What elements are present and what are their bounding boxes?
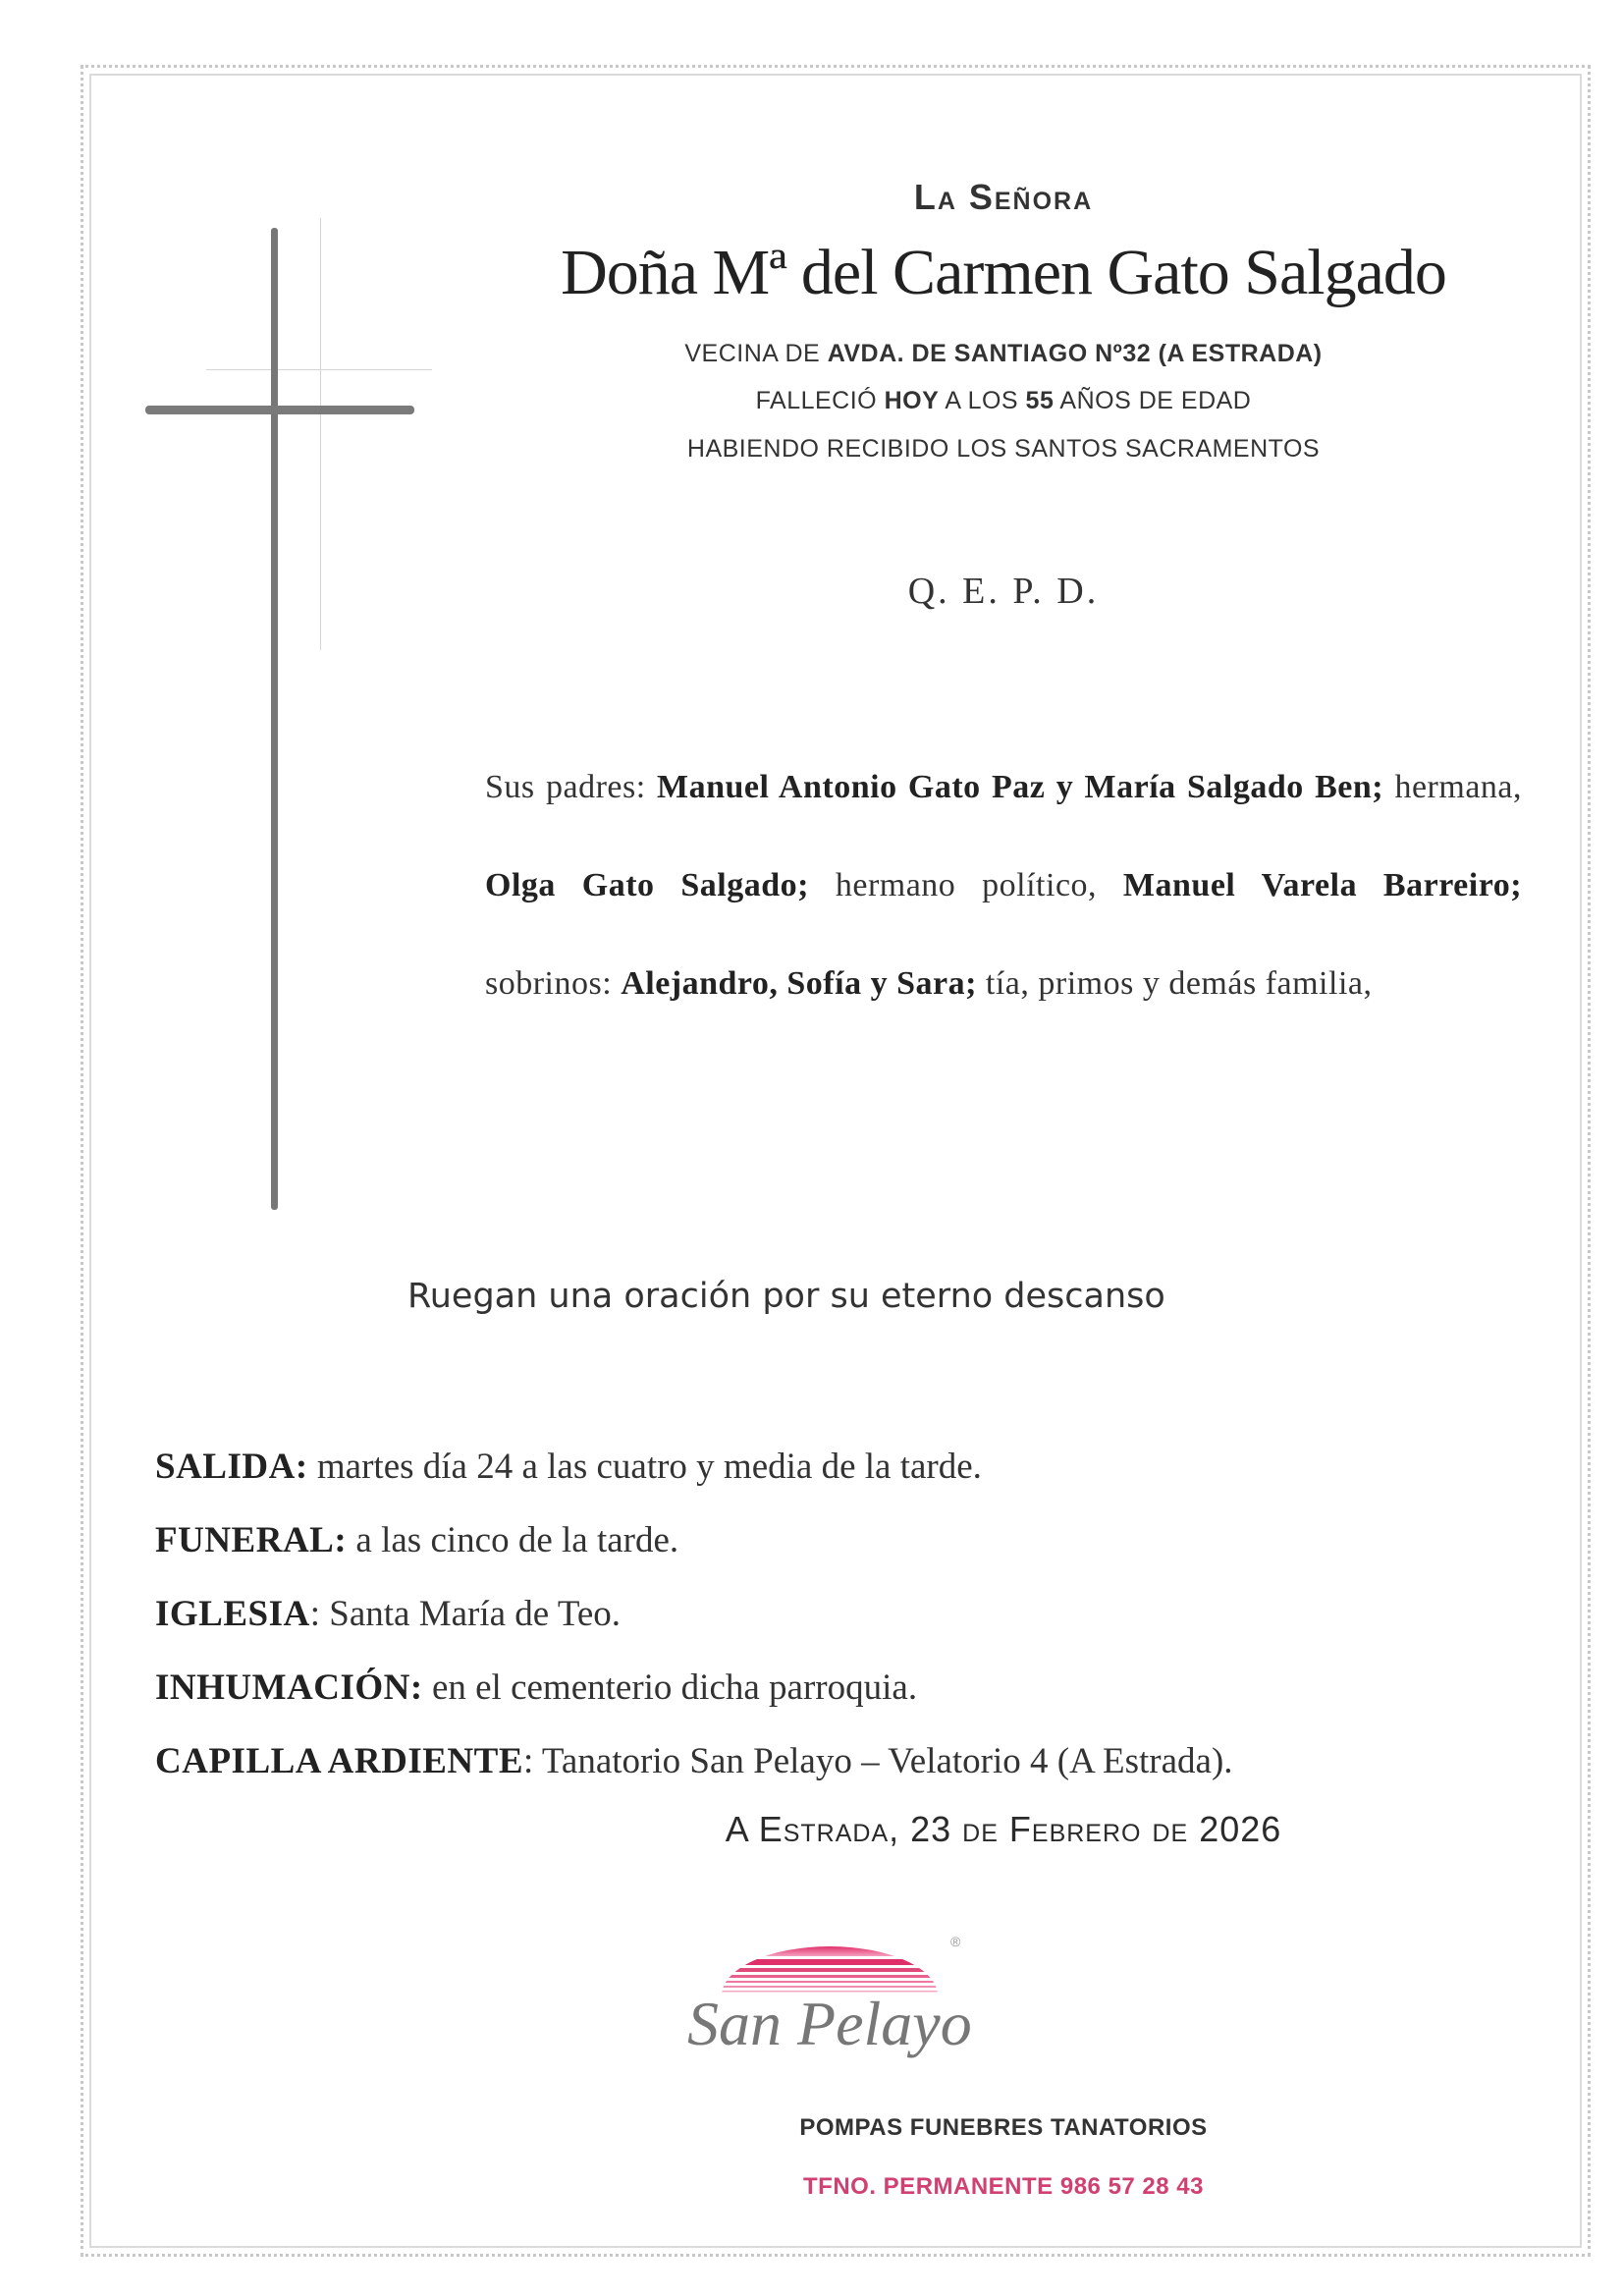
qepd: Q. E. P. D. [907,571,1100,612]
san-pelayo-logo [668,1927,982,2104]
detail-inhumacion: INHUMACIÓN: en el cementerio dicha parroquia. [155,1667,918,1708]
deceased-name: Doña Mª del Carmen Gato Salgado [561,237,1446,308]
age-line: FALLECIÓ HOY A LOS 55 AÑOS DE EDAD [755,387,1252,414]
place-date: A Estrada, 23 de Febrero de 2026 [725,1809,1282,1849]
sunset-logo-icon [668,1927,982,2104]
detail-salida: SALIDA: martes día 24 a las cuatro y media de la tarde. [155,1447,982,1487]
company-tagline: POMPAS FUNEBRES TANATORIOS [799,2114,1208,2141]
address-line: VECINA DE AVDA. DE SANTIAGO Nº32 (A ESTRADA) [684,340,1323,367]
detail-capilla: CAPILLA ARDIENTE: Tanatorio San Pelayo – Velatorio 4 (A Estrada). [155,1741,1233,1781]
phone-number: TFNO. PERMANENTE 986 57 28 43 [803,2173,1204,2200]
detail-funeral: FUNERAL: a las cinco de la tarde. [155,1520,679,1560]
svg-text:®: ® [950,1934,961,1949]
title-prefix: La Señora [913,177,1094,217]
sacraments-line: HABIENDO RECIBIDO LOS SANTOS SACRAMENTOS [686,435,1321,463]
family-paragraph: Sus padres: Manuel Antonio Gato Paz y María Salgado Ben; hermana, Olga Gato Salgado; hermano político, Manuel Varela Barreiro; sobrinos: Alejandro, Sofía y Sara; tía, primos y demás familia, [485,769,1523,1002]
service-details [155,1438,1549,1806]
prayer-request: Ruegan una oración por su eterno descanso [407,1277,1165,1316]
detail-iglesia: IGLESIA: Santa María de Teo. [155,1594,622,1634]
svg-text:San Pelayo: San Pelayo [687,1989,972,2058]
